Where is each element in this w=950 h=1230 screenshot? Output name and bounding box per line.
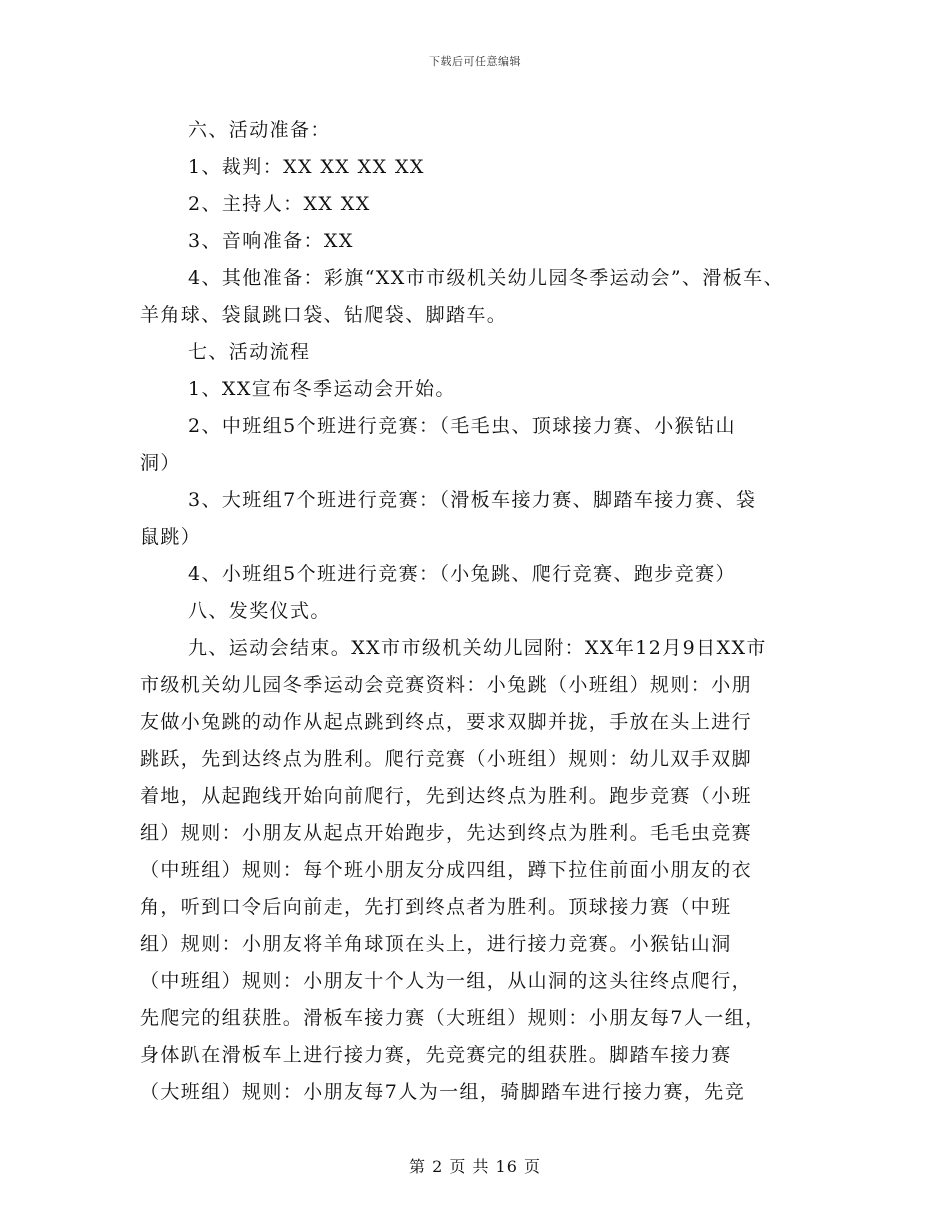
text-line: 羊角球、袋鼠跳口袋、钻爬袋、脚踏车。 [140,304,508,326]
text-line: 2、主持人：XX XX [188,193,371,215]
text-line: 市级机关幼儿园冬季运动会竞赛资料：小兔跳（小班组）规则：小朋 [140,674,753,696]
text-line: 九、运动会结束。XX市市级机关幼儿园附：XX年12月9日XX市 [188,637,767,659]
text-line: 角，听到口令后向前走，先打到终点者为胜利。顶球接力赛（中班 [140,896,732,918]
text-line: 先爬完的组获胜。滑板车接力赛（大班组）规则：小朋友每7人一组， [140,1007,766,1029]
text-line: 洞） [140,452,181,474]
document-body [140,112,820,1111]
text-line: 八、发奖仪式。 [188,600,331,622]
text-line: 鼠跳） [140,526,202,548]
text-line: 3、音响准备：XX [188,230,354,252]
page-footer: 第 2 页 共 16 页 [409,1157,541,1176]
text-line: 2、中班组5个班进行竞赛：（毛毛虫、顶球接力赛、小猴钻山 [188,415,736,437]
text-line: 跳跃，先到达终点为胜利。爬行竞赛（小班组）规则：幼儿双手双脚 [140,748,753,770]
text-line: （大班组）规则：小朋友每7人为一组，骑脚踏车进行接力赛，先竞 [140,1081,746,1103]
page-header: 下载后可任意编辑 [429,55,521,68]
text-line: 身体趴在滑板车上进行接力赛，先竞赛完的组获胜。脚踏车接力赛 [140,1044,732,1066]
text-line: 组）规则：小朋友将羊角球顶在头上，进行接力竞赛。小猴钻山洞 [140,933,732,955]
text-line: 七、活动流程 [188,341,311,363]
text-line: 着地，从起跑线开始向前爬行，先到达终点为胜利。跑步竞赛（小班 [140,785,753,807]
text-line: （中班组）规则：每个班小朋友分成四组，蹲下拉住前面小朋友的衣 [140,859,753,881]
text-line: 1、XX宣布冬季运动会开始。 [188,378,456,400]
text-line: 1、裁判：XX XX XX XX [188,156,425,178]
text-line: 4、小班组5个班进行竞赛：（小兔跳、爬行竞赛、跑步竞赛） [188,563,736,585]
text-line: 组）规则：小朋友从起点开始跑步，先达到终点为胜利。毛毛虫竞赛 [140,822,753,844]
text-line: 六、活动准备： [188,119,331,141]
text-line: （中班组）规则：小朋友十个人为一组，从山洞的这头往终点爬行， [140,970,753,992]
text-line: 友做小兔跳的动作从起点跳到终点，要求双脚并拢，手放在头上进行 [140,711,753,733]
text-line: 3、大班组7个班进行竞赛：（滑板车接力赛、脚踏车接力赛、袋 [188,489,757,511]
text-line: 4、其他准备：彩旗“XX市市级机关幼儿园冬季运动会”、滑板车、 [188,267,784,289]
